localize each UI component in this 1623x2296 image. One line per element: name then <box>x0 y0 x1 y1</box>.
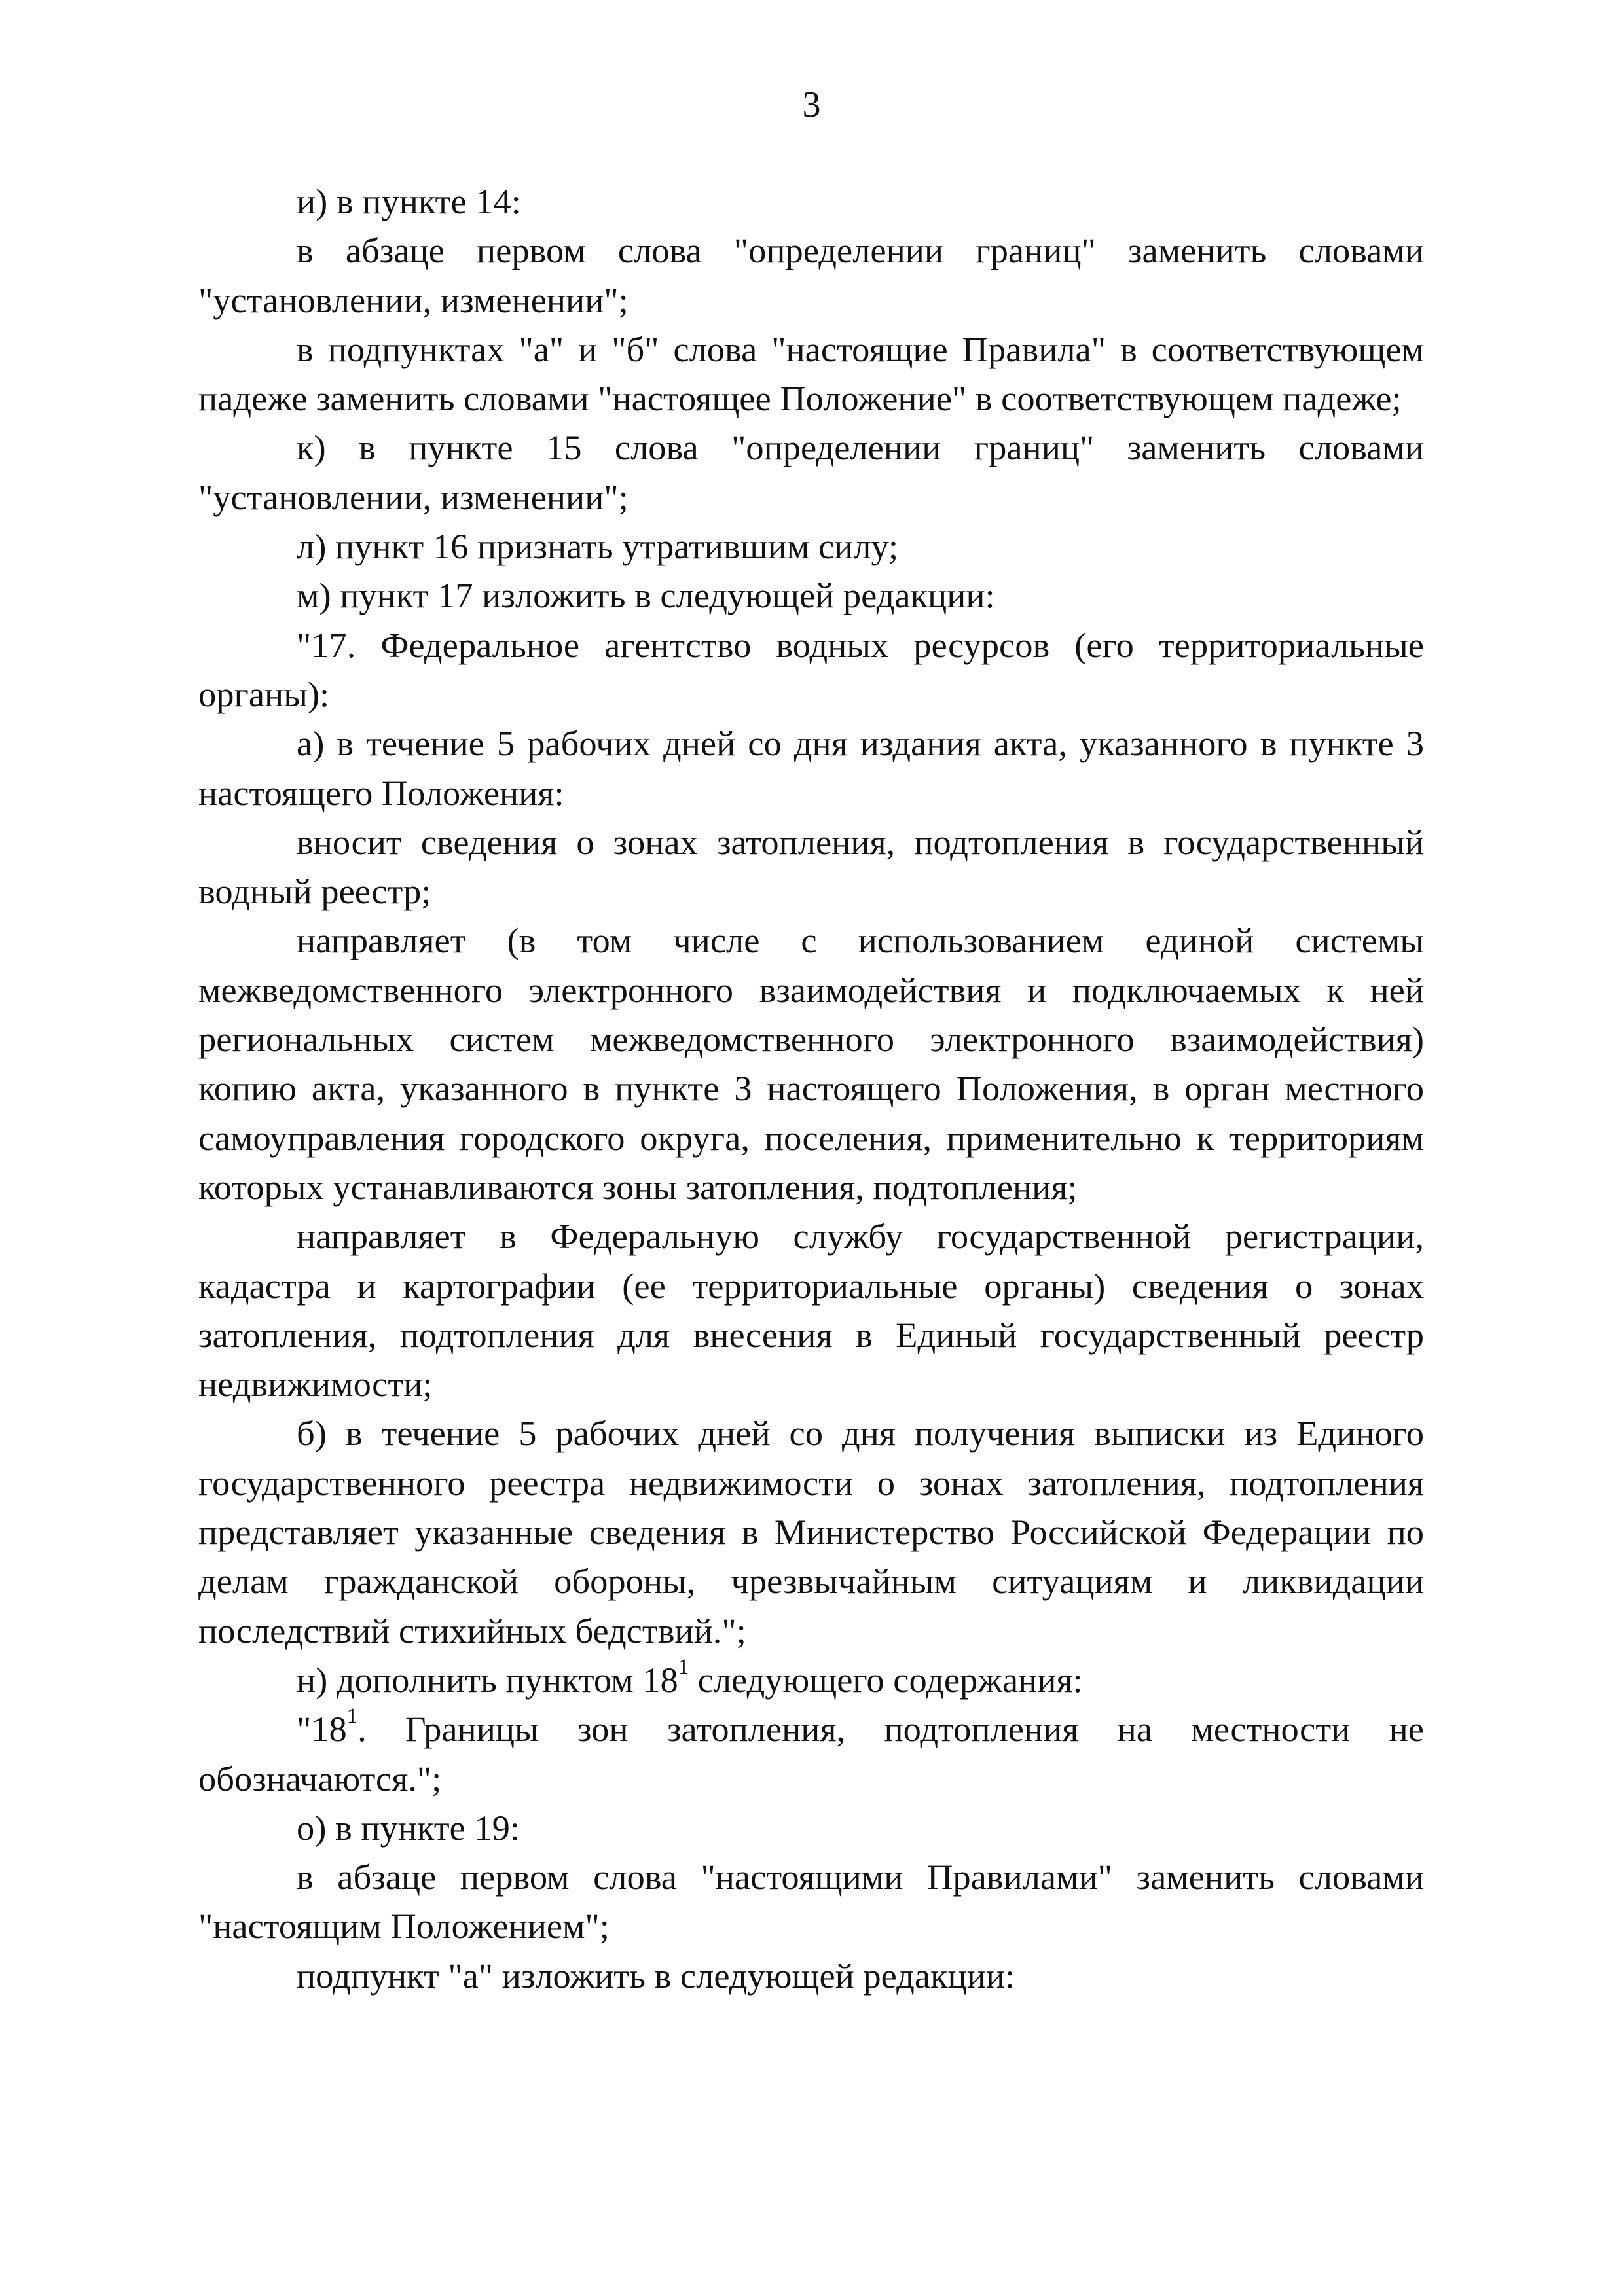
paragraph-k: к) в пункте 15 слова "определении границ" заменить словами "установлении, изменении"; <box>198 427 1424 517</box>
page-number: 3 <box>802 84 821 125</box>
paragraph-17-a-napravlyaet-2: направляет в Федеральную службу государственной регистрации, кадастра и картографии (ее территориальные органы) сведения о зонах затопления, подтопления для внесения в Единый государственный реестр недвижимости; <box>198 1216 1424 1405</box>
paragraph-17-a-vnosit: вносит сведения о зонах затопления, подтопления в государственный водный реестр; <box>198 821 1424 912</box>
paragraph-17: "17. Федеральное агентство водных ресурсов (его территориальные органы): <box>198 624 1424 714</box>
paragraph-n-before: н) дополнить пунктом 18 <box>297 1659 678 1700</box>
paragraph-i-abzac: в абзаце первом слова "определении границ" заменить словами "установлении, изменении"; <box>198 230 1424 320</box>
superscript: 1 <box>678 1655 689 1679</box>
document-body <box>198 177 1424 2000</box>
paragraph-o-podpunkt-a: подпункт "а" изложить в следующей редакции: <box>297 1955 1015 1996</box>
paragraph-m: м) пункт 17 изложить в следующей редакции: <box>297 575 995 616</box>
paragraph-17-b: б) в течение 5 рабочих дней со дня получения выписки из Единого государственного реестра недвижимости о зонах затопления, подтопления представляет указанные сведения в Министерство Российской Федерации по делам гражданской обороны, чрезвычайным ситуациям и ликвидации последствий стихийных бедствий."; <box>198 1413 1424 1651</box>
paragraph-18-1 <box>198 1704 1424 1803</box>
paragraph-18-1-before: "18 <box>297 1709 347 1749</box>
paragraph-i: и) в пункте 14: <box>297 181 521 221</box>
paragraph-17-a: а) в течение 5 рабочих дней со дня издания акта, указанного в пункте 3 настоящего Положения: <box>198 723 1424 813</box>
paragraph-o-abzac: в абзаце первом слова "настоящими Правилами" заменить словами "настоящим Положением"; <box>198 1857 1424 1946</box>
paragraph-o: о) в пункте 19: <box>297 1807 520 1848</box>
superscript: 1 <box>346 1704 358 1729</box>
paragraph-l: л) пункт 16 признать утратившим силу; <box>297 526 899 567</box>
paragraph-n-after: следующего содержания: <box>689 1659 1083 1700</box>
paragraph-n <box>198 1655 1424 1704</box>
paragraph-18-1-after: . Границы зон затопления, подтопления на местности не обозначаются."; <box>198 1709 1424 1799</box>
paragraph-17-a-napravlyaet-1: направляет (в том числе с использованием единой системы межведомственного электронного взаимодействия и подключаемых к ней региональных систем межведомственного электронного взаимодействия) копию акта, указанного в пункте 3 настоящего Положения, в орган местного самоуправления городского округа, поселения, применительно к территориям которых устанавливаются зоны затопления, подтопления; <box>198 920 1424 1207</box>
paragraph-i-podpunkty: в подпунктах "а" и "б" слова "настоящие Правила" в соответствующем падеже заменить словами "настоящее Положение" в соответствующем падеже; <box>198 329 1424 419</box>
